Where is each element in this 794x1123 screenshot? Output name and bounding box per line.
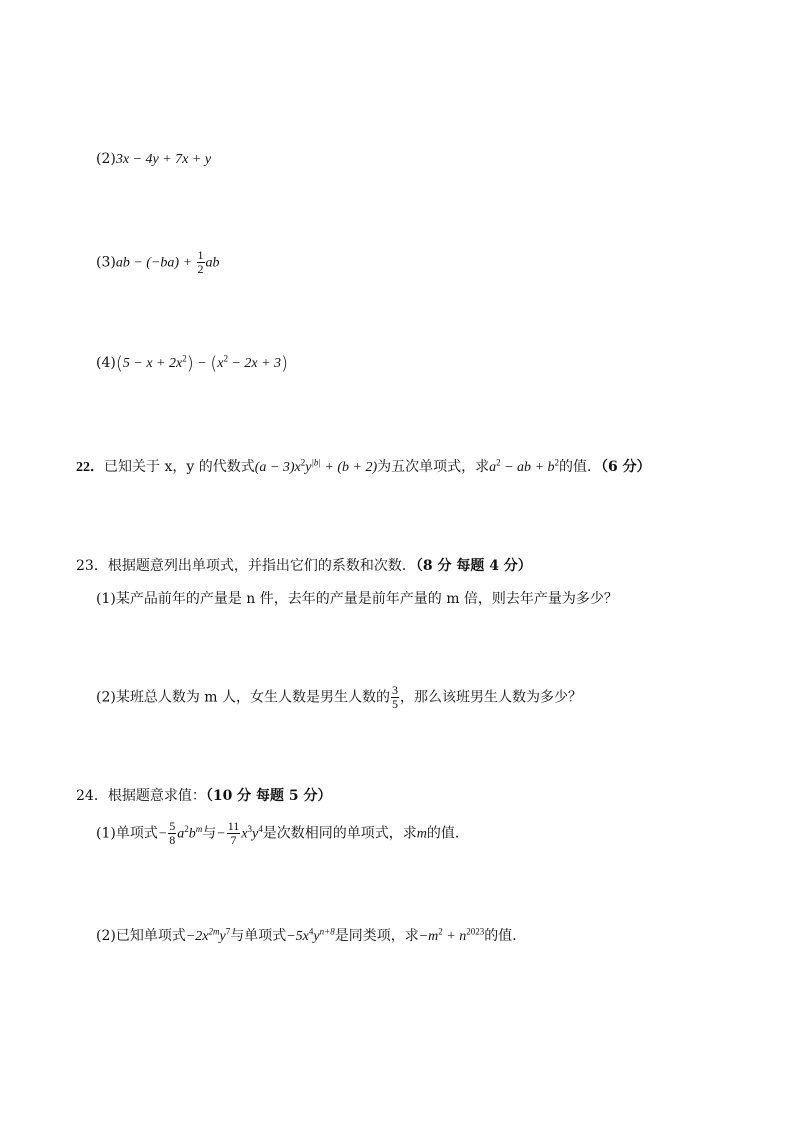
question-22-text: 已知关于 x，y 的代数式 [104,459,255,475]
question-24-sub-1: (1)单项式− $\frac{5}{8}$ $a^2b^m$与− $\frac{11}{7}$ $x^3y^4$是次数相同的单项式，求m的值． [96,819,469,847]
question-22-score: （6 分） [601,459,651,475]
question-23-score: （8 分 每题 4 分） [415,558,532,574]
question-23-fraction: $\frac{3}{5}$ [392,683,399,711]
problem-3-label: (3) [96,254,116,271]
problem-3 [96,249,220,276]
problem-4-expr-b: x [217,356,224,371]
problem-4-expr-a: 5 − x + 2x [122,356,183,371]
question-24-fraction-1: $\frac{5}{8}$ [169,819,176,847]
question-23-sub-2: (2)某班总人数为 m 人，女生人数是男生人数的 $\frac{3}{5}$ ，那么该班男生人数为多少？ [96,683,583,711]
problem-4: $(4)(5 - x + 2x^2) - (x^2 - 2x + 3)$ [96,353,289,374]
problem-2-expression: 3x − 4y + 7x + y [115,152,212,167]
question-23-sub-1: (1)某产品前年的产量是 n 件，去年的产量是前年产量的 m 倍，则去年产量为多少？ [96,591,618,607]
problem-3-fraction: $\frac{1}{2}$ [197,248,204,276]
problem-2 [96,149,211,170]
problem-2-label: (2) [96,151,116,167]
problem-3-expression-pre: ab − (−ba) + [115,255,196,271]
question-24-fraction-2: $\frac{11}{7}$ [227,819,240,847]
question-22: 22．已知关于 x，y 的代数式$(a - 3)x^2y^{|b|} + (b + 2)$为五次单项式，求$a^2$ − ab + $b^2$的值．（6 分） [76,457,651,475]
problem-3-expression-post: ab [205,255,220,271]
question-23-title: 23．根据题意列出单项式，并指出它们的系数和次数．（8 分 每题 4 分） [76,558,532,574]
question-22-number: 22． [76,460,104,475]
question-24-sub-2: (2)已知单项式$-2x^{2m}y^7$与单项式$-5x^4y^{n+8}$是同类项，求$-m^2 + n^{2023}$的值． [96,926,527,944]
question-24-score: （10 分 每题 5 分） [205,788,332,804]
question-24-title: 24．根据题意求值：（10 分 每题 5 分） [76,788,332,804]
problem-4-label: (4) [96,355,116,371]
